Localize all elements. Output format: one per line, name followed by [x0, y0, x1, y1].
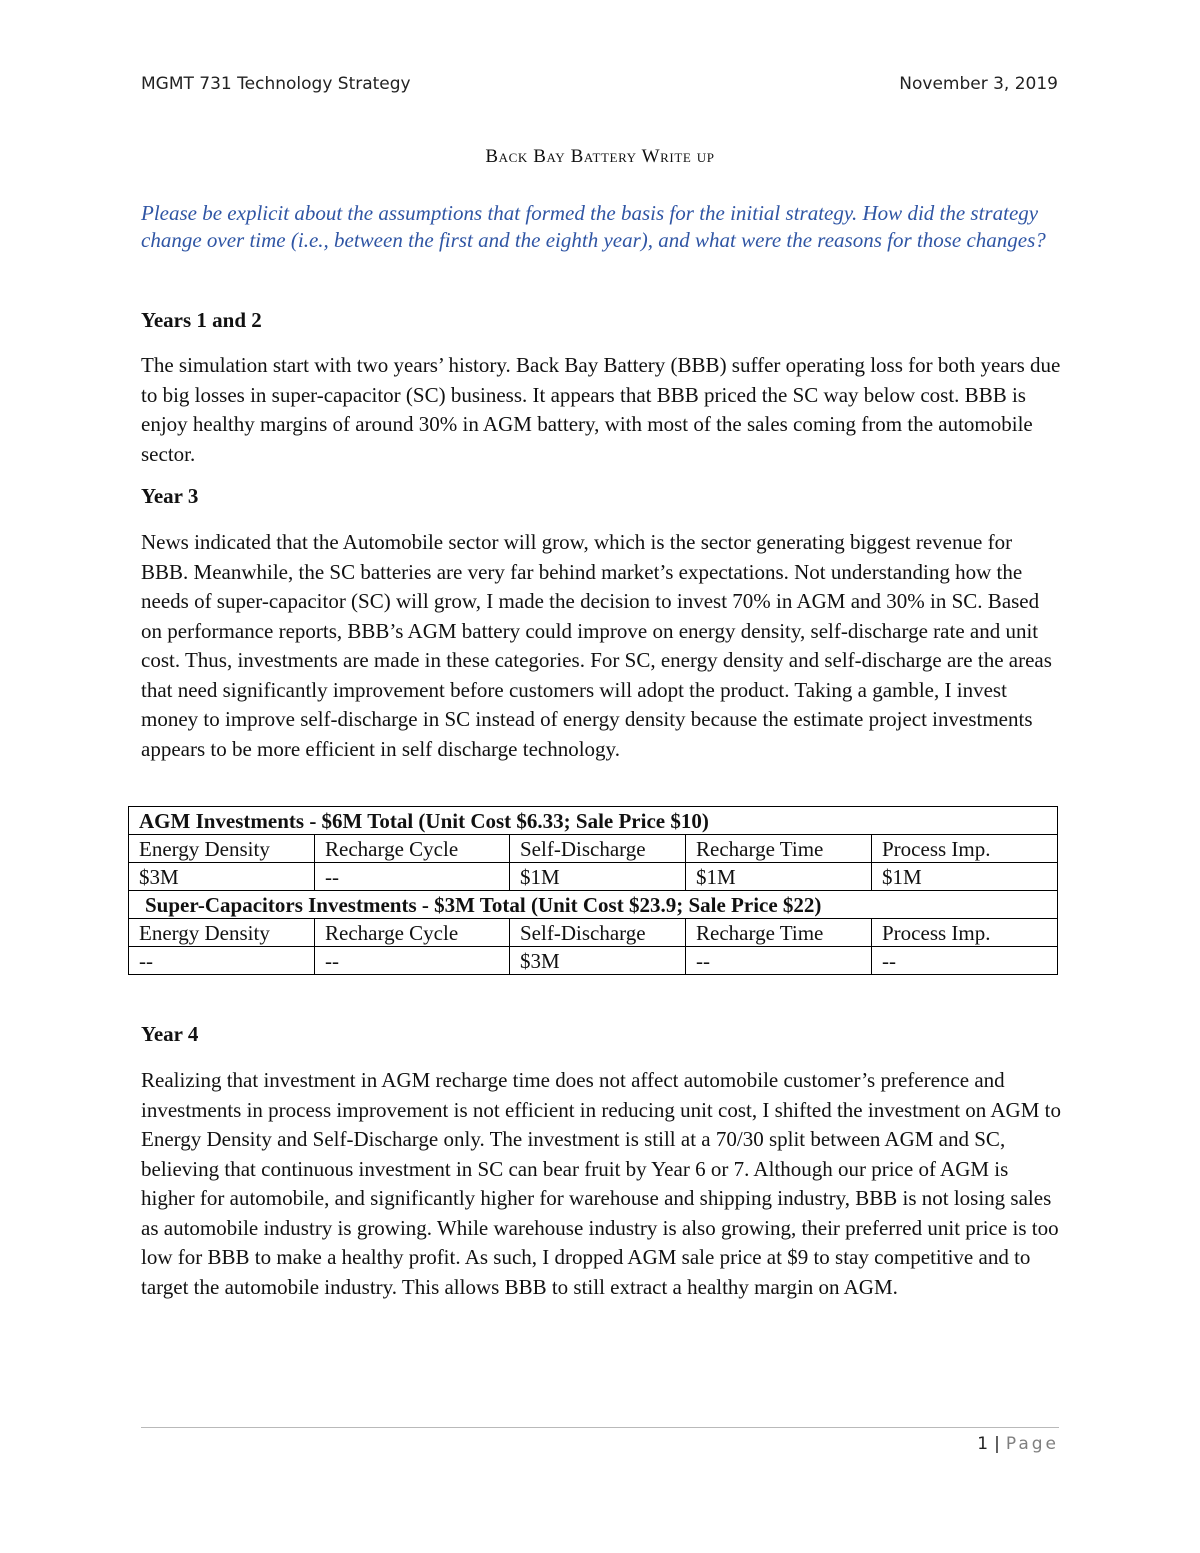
- table-cell: Recharge Time: [686, 919, 872, 947]
- agm-values-row: [129, 863, 1058, 891]
- paragraph-years-1-2: The simulation start with two years’ history. Back Bay Battery (BBB) suffer operating loss for both years due to big losses in super-capacitor (SC) business. It appears that BBB priced the SC way below cost. BBB is enjoy healthy margins of around 30% in AGM battery, with most of the sales coming from the automobile sector.: [141, 353, 1061, 466]
- agm-header-row: [129, 835, 1058, 863]
- footer-separator: |: [994, 1434, 1000, 1454]
- footer-divider: [141, 1427, 1059, 1428]
- table-cell: Energy Density: [129, 835, 315, 863]
- page-footer: [977, 1434, 1059, 1454]
- table-cell: $1M: [686, 863, 872, 891]
- heading-years-1-2: Years 1 and 2: [141, 308, 262, 332]
- paragraph-year-3: News indicated that the Automobile sector will grow, which is the sector generating biggest revenue for BBB. Meanwhile, the SC batteries are very far behind market’s expectations. Not understanding how the needs of super-capacitor (SC) will grow, I made the decision to invest 70% in AGM and 30% in SC. Based on performance reports, BBB’s AGM battery could improve on energy density, self-discharge rate and unit cost. Thus, investments are made in these categories. For SC, energy density and self-discharge are the areas that need significantly improvement before customers will adopt the product. Taking a gamble, I invest money to improve self-discharge in SC instead of energy density because the estimate project investments appears to be more efficient in self discharge technology.: [141, 530, 1052, 761]
- table-cell: $3M: [129, 863, 315, 891]
- paragraph-year-4: Realizing that investment in AGM recharge time does not affect automobile customer’s preference and investments in process improvement is not efficient in reducing unit cost, I shifted the investment on AGM to Energy Density and Self-Discharge only. The investment is still at a 70/30 split between AGM and SC, believing that continuous investment in SC can bear fruit by Year 6 or 7. Although our price of AGM is higher for automobile, and significantly higher for warehouse and shipping industry, BBB is not losing sales as automobile industry is growing. While warehouse industry is also growing, their preferred unit price is too low for BBB to make a healthy profit. As such, I dropped AGM sale price at $9 to stay competitive and to target the automobile industry. This allows BBB to still extract a healthy margin on AGM.: [141, 1068, 1061, 1299]
- table-cell: $3M: [510, 947, 686, 975]
- table-cell: $1M: [872, 863, 1058, 891]
- header-date: November 3, 2019: [899, 74, 1058, 94]
- investment-table: [128, 806, 1058, 975]
- table-cell: Energy Density: [129, 919, 315, 947]
- table-cell: Process Imp.: [872, 835, 1058, 863]
- table-cell: Recharge Cycle: [315, 919, 510, 947]
- table-cell: --: [129, 947, 315, 975]
- agm-title-row: [129, 807, 1058, 835]
- sc-investment-title: Super-Capacitors Investments - $3M Total (Unit Cost $23.9; Sale Price $22): [129, 891, 1058, 919]
- heading-year-3: Year 3: [141, 484, 199, 508]
- page-label: Page: [1005, 1434, 1059, 1454]
- table-cell: Process Imp.: [872, 919, 1058, 947]
- agm-investment-title: AGM Investments - $6M Total (Unit Cost $6.33; Sale Price $10): [129, 807, 1058, 835]
- table-cell: --: [315, 863, 510, 891]
- table-cell: --: [872, 947, 1058, 975]
- header-course: MGMT 731 Technology Strategy: [141, 74, 411, 94]
- page-number: 1: [977, 1434, 989, 1454]
- sc-header-row: [129, 919, 1058, 947]
- table-cell: Recharge Cycle: [315, 835, 510, 863]
- heading-year-4: Year 4: [141, 1022, 199, 1046]
- sc-values-row: [129, 947, 1058, 975]
- sc-title-row: [129, 891, 1058, 919]
- table-cell: $1M: [510, 863, 686, 891]
- table-cell: --: [315, 947, 510, 975]
- table-cell: Self-Discharge: [510, 835, 686, 863]
- document-title: Back Bay Battery Write up: [485, 146, 715, 167]
- table-cell: Self-Discharge: [510, 919, 686, 947]
- assignment-prompt: Please be explicit about the assumptions that formed the basis for the initial strategy. How did the strategy change over time (i.e., between the first and the eighth year), and what were the reasons for those changes?: [141, 201, 1046, 252]
- table-cell: Recharge Time: [686, 835, 872, 863]
- table-cell: --: [686, 947, 872, 975]
